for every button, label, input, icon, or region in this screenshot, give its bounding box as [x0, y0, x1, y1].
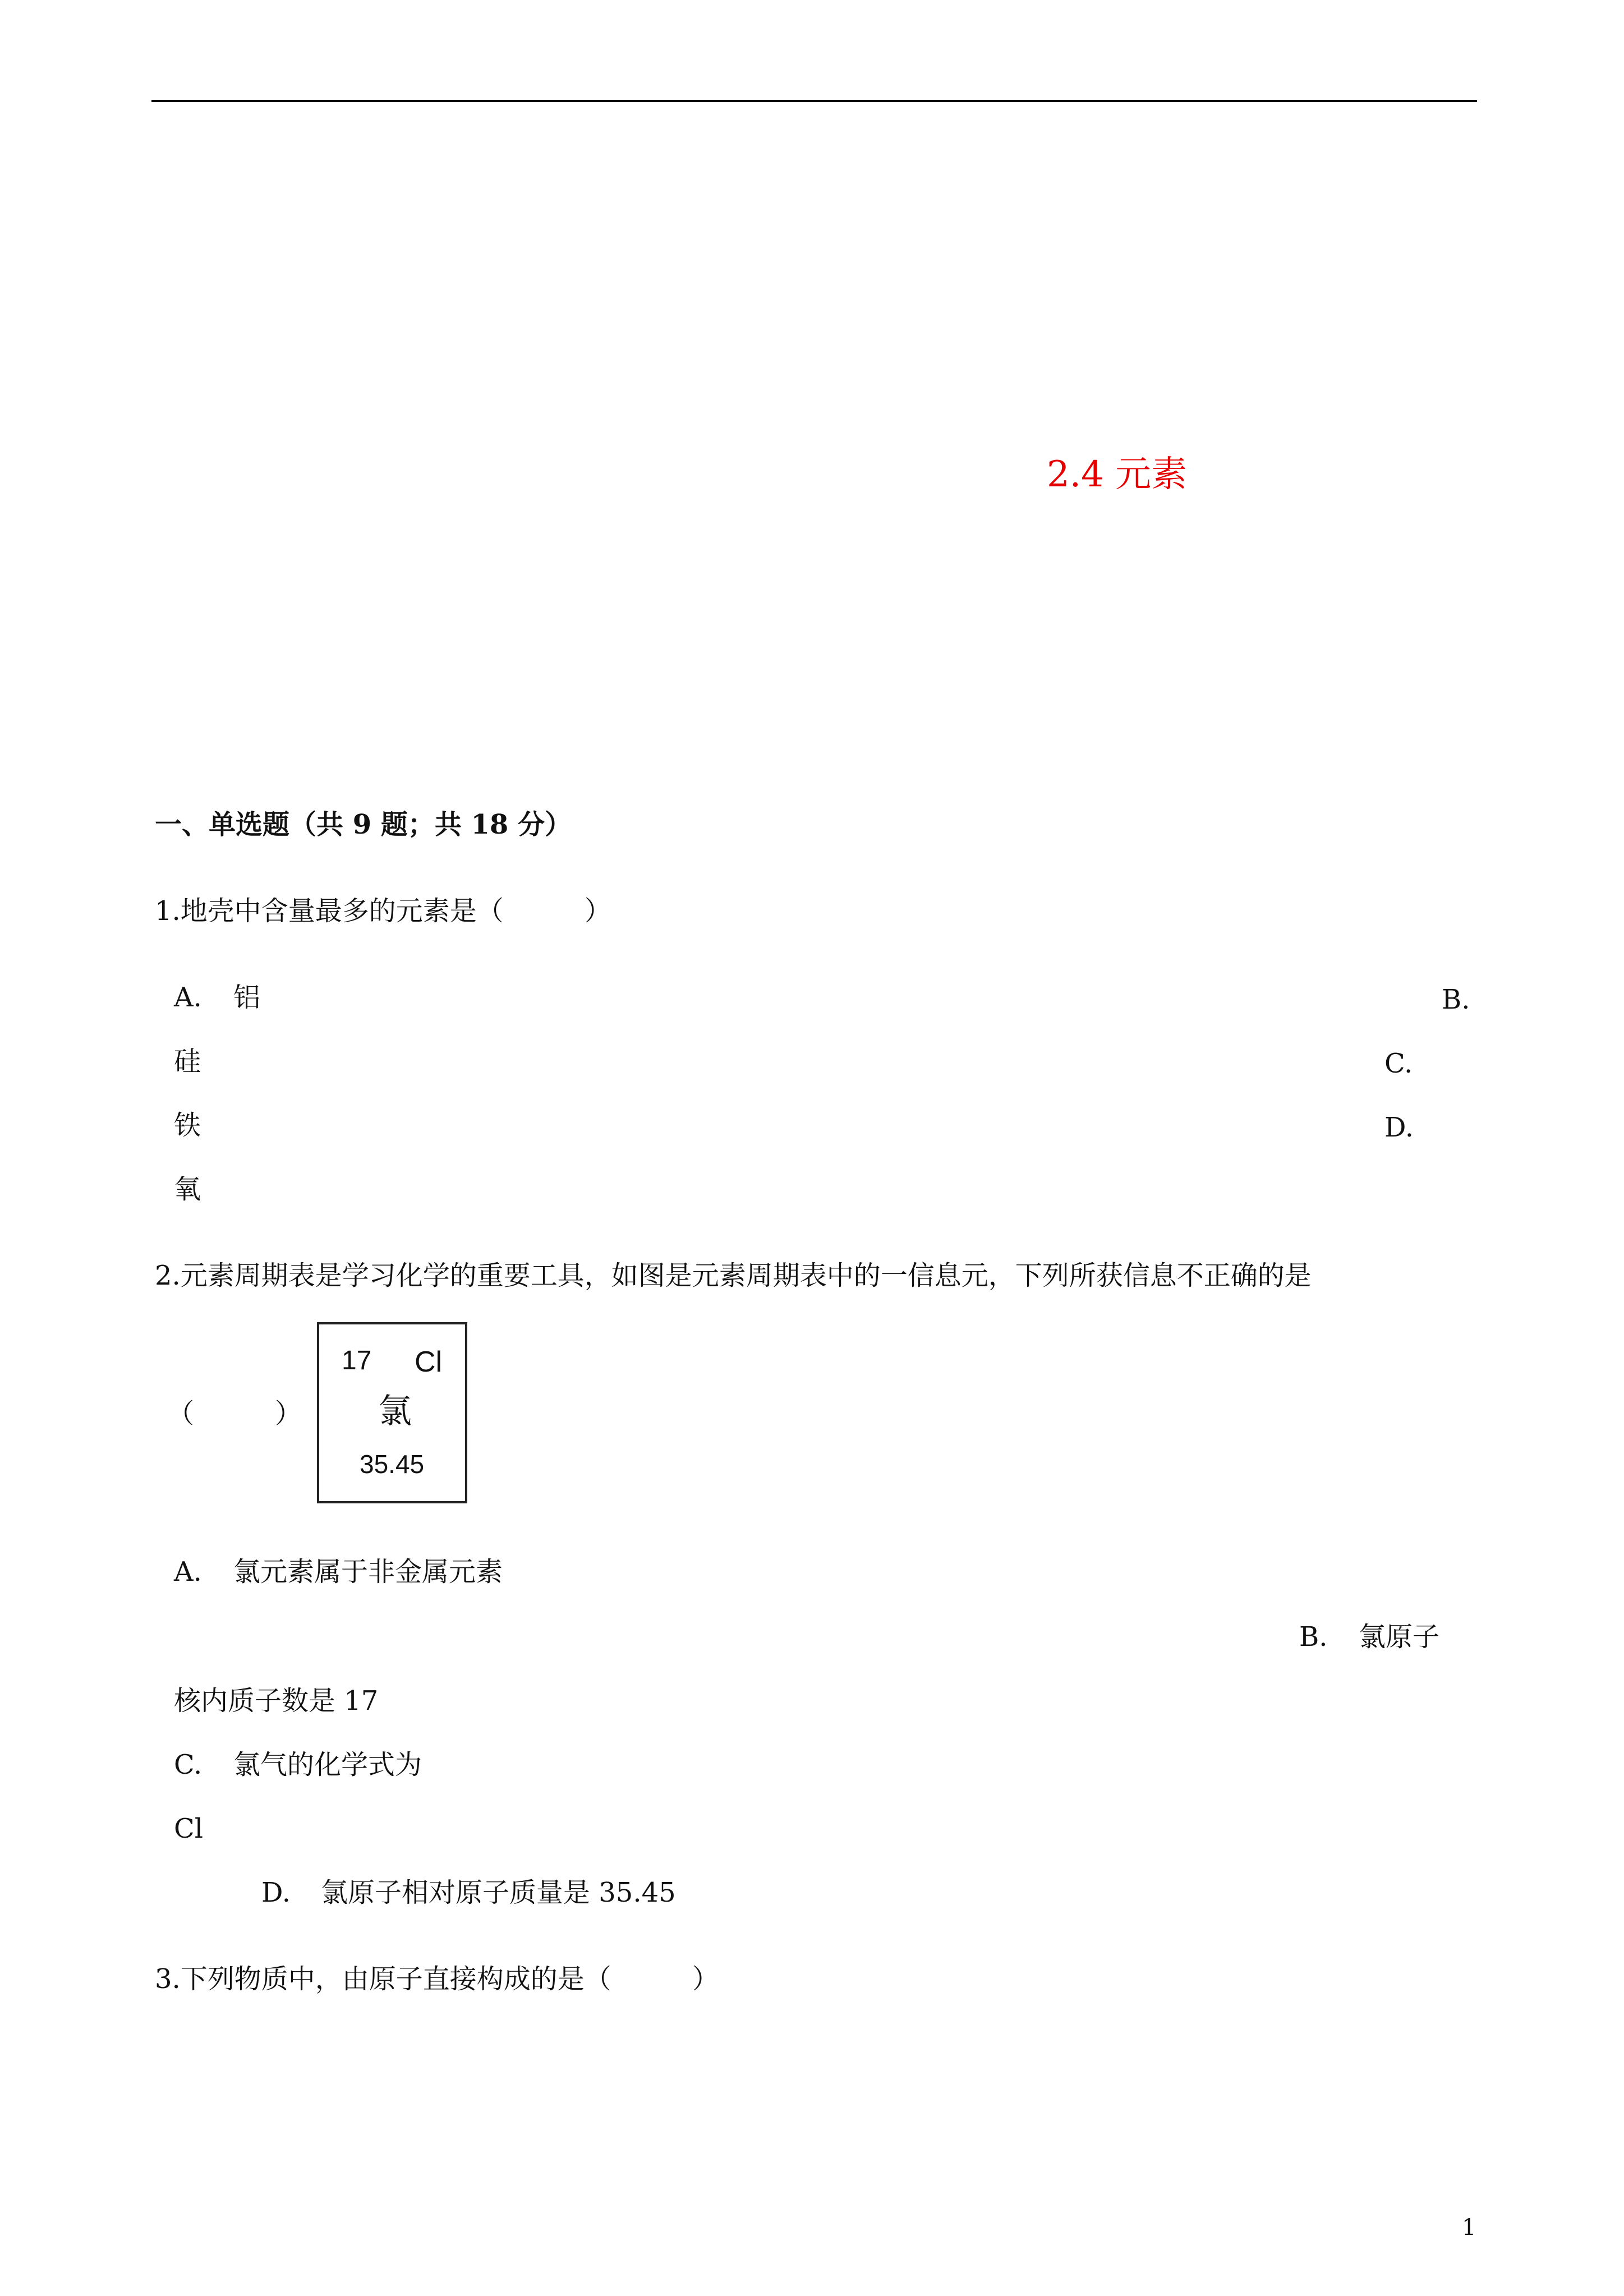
q2-option-a-letter: A.: [174, 1556, 202, 1588]
q1-option-c-letter: C.: [1384, 1048, 1413, 1079]
q1-option-d-text: 氧: [174, 1174, 201, 1205]
q1-option-a-letter: A.: [174, 982, 202, 1013]
atomic-number: 17: [342, 1346, 372, 1375]
question-number: 2.: [155, 1260, 181, 1291]
question-number: 3.: [155, 1963, 181, 1995]
q1-option-b-letter: B.: [1442, 984, 1470, 1015]
section-heading: 一、单选题（共 9 题；共 18 分）: [155, 809, 572, 840]
question-stem: 下列物质中，由原子直接构成的是（ ）: [180, 1963, 719, 1995]
element-name: 氯: [378, 1392, 412, 1431]
q2-option-d-letter: D.: [261, 1877, 291, 1908]
question-stem: 元素周期表是学习化学的重要工具，如图是元素周期表中的一信息元，下列所获信息不正确的是: [180, 1260, 1312, 1291]
q1-option-c-text: 铁: [174, 1110, 201, 1141]
document-title: 2.4 元素: [1047, 454, 1188, 495]
question-1: [155, 894, 611, 928]
question-stem: 地壳中含量最多的元素是（ ）: [180, 895, 611, 927]
element-tile-chlorine: [317, 1322, 467, 1503]
q2-option-b-letter: B.: [1299, 1621, 1328, 1653]
relative-atomic-mass: 35.45: [360, 1450, 425, 1479]
q2-option-c-text-line1: 氯气的化学式为: [233, 1749, 422, 1780]
question-2: [155, 1259, 1312, 1292]
q2-option-c-text-line2: Cl: [174, 1813, 204, 1844]
q1-option-b-text: 硅: [174, 1046, 201, 1077]
q1-option-a-text: 铝: [233, 982, 261, 1013]
q2-option-b-text-line2: 核内质子数是 17: [174, 1685, 379, 1717]
q2-option-b-text-line1: 氯原子: [1359, 1621, 1440, 1653]
header-rule: [151, 100, 1477, 102]
q2-option-a-text: 氯元素属于非金属元素: [233, 1556, 503, 1588]
q2-option-c-letter: C.: [174, 1749, 203, 1780]
question-2-answer-blank: （ ）: [167, 1398, 302, 1429]
question-3: [155, 1962, 719, 1996]
page-number: 1: [1462, 2215, 1476, 2240]
element-symbol: Cl: [415, 1346, 443, 1378]
question-number: 1.: [155, 895, 181, 927]
q1-option-d-letter: D.: [1384, 1112, 1414, 1143]
q2-option-d-text: 氯原子相对原子质量是 35.45: [321, 1877, 676, 1908]
